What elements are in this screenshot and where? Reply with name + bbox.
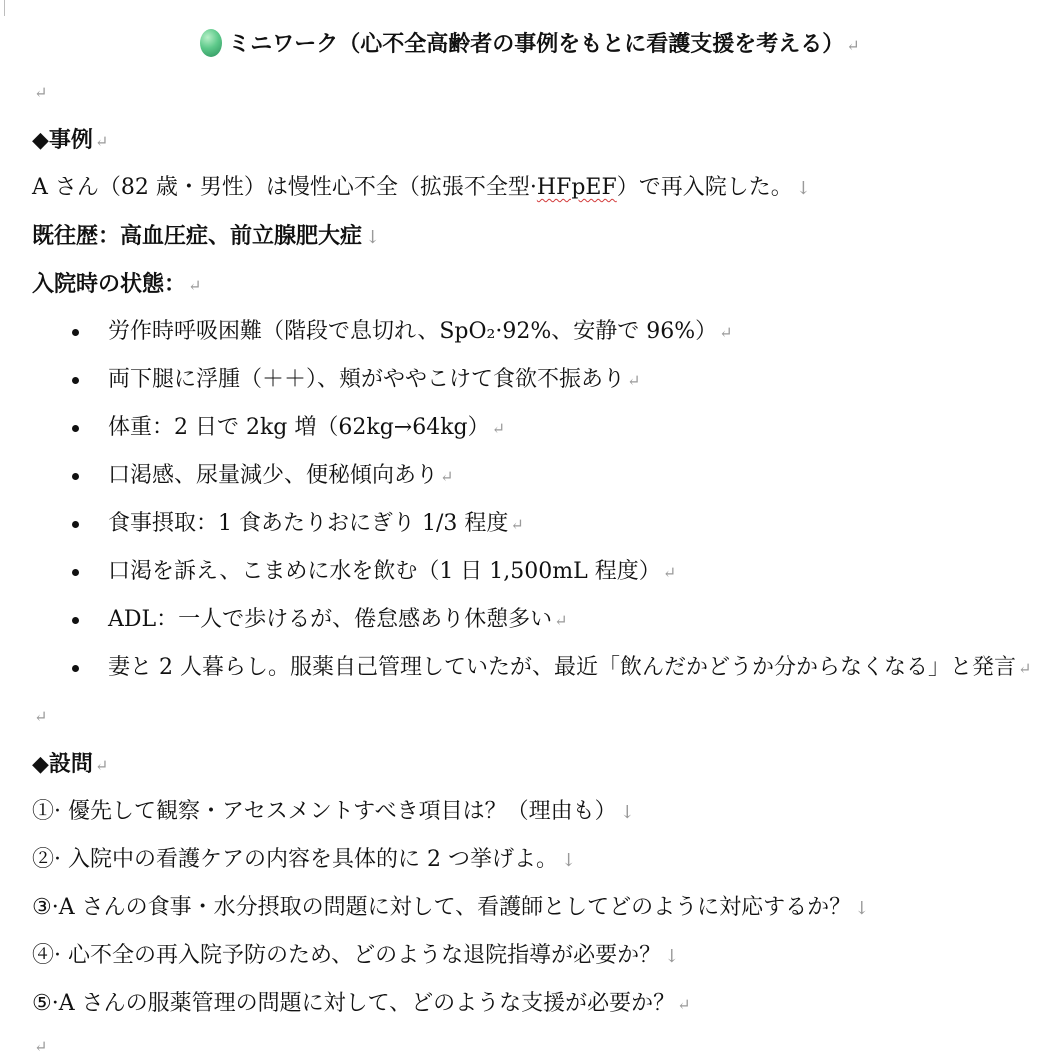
medical-history-text: 既往歴：高血圧症、前立腺肥大症 — [32, 223, 363, 249]
paragraph-mark: ↵ — [554, 611, 568, 630]
question-text: ③·A さんの食事・水分摂取の問題に対して、看護師としてどのように対応するか？ — [32, 895, 852, 920]
question-text: ②· 入院中の看護ケアの内容を具体的に 2 つ挙げよ。 — [32, 847, 558, 872]
bullet-dot — [72, 665, 79, 672]
paragraph-mark: ↵ — [662, 563, 677, 582]
case-intro-before: A さん（82 歳・男性）は慢性心不全（拡張不全型· — [32, 175, 537, 200]
condition-label: 食事摂取：1 食あたりおにぎり 1/3 程度 — [108, 511, 509, 536]
condition-text — [108, 652, 1031, 684]
linebreak-mark: ↓ — [795, 178, 811, 199]
condition-label: 口渇を訴え、こまめに水を飲む（1 日 1,500mL 程度） — [108, 559, 661, 584]
linebreak-mark: ↓ — [854, 898, 870, 919]
case-heading-text: ◆事例 — [32, 127, 93, 153]
condition-label: 両下腿に浮腫（＋＋）、頬がややこけて食欲不振あり — [108, 367, 626, 392]
questions-heading-text: ◆設問 — [32, 751, 93, 777]
condition-label: 妻と 2 人暮らし。服薬自己管理していたが、最近「飲んだかどうか分からなくなる」と発言 — [108, 655, 1016, 680]
case-heading — [32, 124, 108, 156]
empty-paragraph — [32, 700, 47, 732]
bullet-dot — [72, 521, 79, 528]
paragraph-mark: ↵ — [34, 707, 48, 726]
condition-text — [108, 316, 733, 348]
bullet-dot — [72, 617, 79, 624]
linebreak-mark: ↓ — [664, 946, 680, 967]
bullet-dot — [72, 425, 79, 432]
linebreak-mark: ↓ — [560, 850, 577, 871]
question-item — [32, 796, 635, 828]
linebreak-mark: ↓ — [365, 227, 381, 248]
condition-text — [108, 556, 676, 588]
condition-text — [108, 412, 505, 444]
status-heading-text: 入院時の状態： — [32, 271, 187, 297]
paragraph-mark: ↵ — [846, 36, 860, 55]
paragraph-mark: ↵ — [440, 467, 454, 486]
question-item — [32, 988, 691, 1020]
question-item — [32, 844, 576, 876]
empty-paragraph — [32, 76, 47, 108]
paragraph-mark: ↵ — [34, 83, 48, 102]
paragraph-mark: ↵ — [94, 132, 109, 151]
medical-history — [32, 220, 380, 252]
page-corner-mark — [0, 0, 5, 16]
paragraph-mark: ↵ — [719, 323, 733, 342]
question-text: ④· 心不全の再入院予防のため、どのような退院指導が必要か？ — [32, 943, 662, 968]
bullet-dot — [72, 329, 79, 336]
case-intro — [32, 172, 811, 204]
question-item — [32, 892, 869, 924]
status-heading — [32, 268, 201, 300]
paragraph-mark: ↵ — [188, 276, 202, 295]
paragraph-mark: ↵ — [677, 995, 691, 1014]
condition-text — [108, 604, 568, 636]
condition-label: 口渇感、尿量減少、便秘傾向あり — [108, 463, 439, 488]
paragraph-mark: ↵ — [1018, 659, 1032, 678]
questions-heading — [32, 748, 108, 780]
condition-label: 体重：2 日で 2kg 増（62kg→64kg） — [108, 415, 490, 440]
bullet-dot — [72, 377, 79, 384]
question-text: ⑤·A さんの服薬管理の問題に対して、どのような支援が必要か？ — [32, 991, 676, 1016]
empty-paragraph — [32, 1030, 47, 1062]
linebreak-mark: ↓ — [619, 802, 635, 823]
paragraph-mark: ↵ — [34, 1037, 48, 1056]
condition-text — [108, 508, 524, 540]
green-gem-icon — [200, 29, 222, 57]
paragraph-mark: ↵ — [627, 371, 641, 390]
question-item — [32, 940, 679, 972]
bullet-dot — [72, 569, 79, 576]
title-text: ミニワーク（心不全高齢者の事例をもとに看護支援を考える） — [228, 31, 845, 57]
condition-label: ADL：一人で歩けるが、倦怠感あり休憩多い — [108, 607, 553, 632]
paragraph-mark: ↵ — [491, 419, 506, 438]
case-intro-after: ）で再入院した。 — [616, 175, 793, 200]
bullet-dot — [72, 473, 79, 480]
condition-text — [108, 364, 640, 396]
condition-text — [108, 460, 453, 492]
case-intro-term: HFpEF — [536, 175, 617, 200]
page-title — [0, 28, 1060, 62]
paragraph-mark: ↵ — [510, 515, 524, 534]
condition-label: 労作時呼吸困難（階段で息切れ、SpO₂·92%、安静で 96%） — [108, 319, 718, 344]
paragraph-mark: ↵ — [94, 756, 109, 775]
question-text: ①· 優先して観察・アセスメントすべき項目は？（理由も） — [32, 799, 617, 824]
